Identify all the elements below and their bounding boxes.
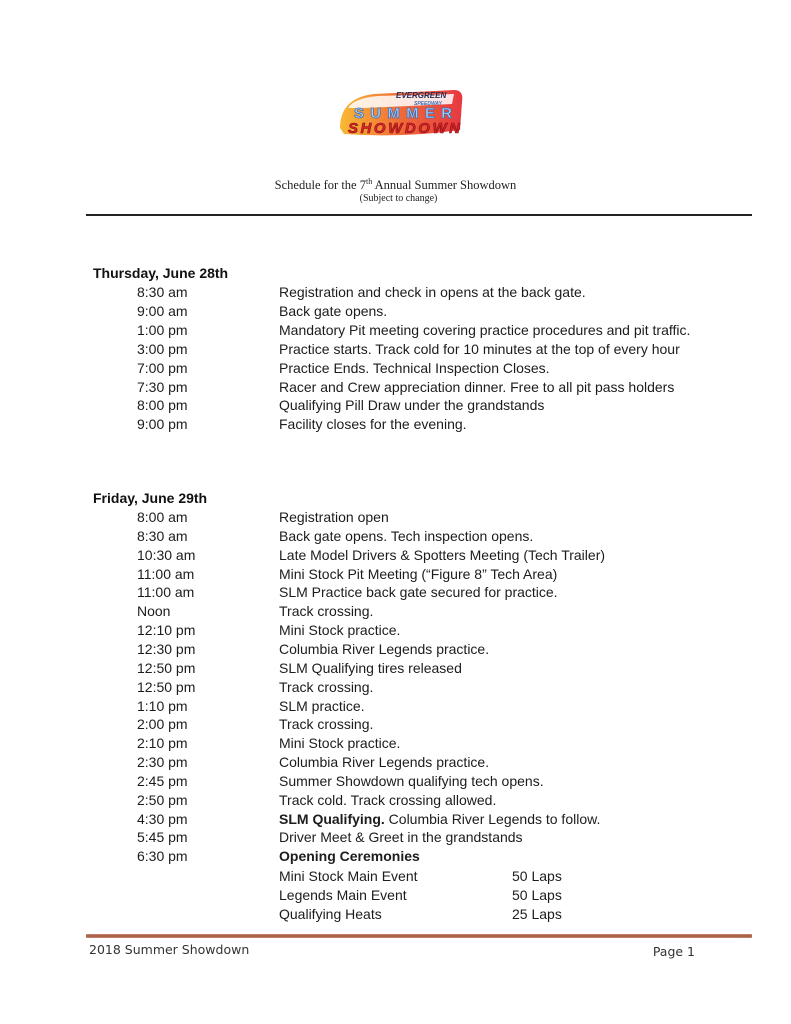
event-time: 12:50 pm: [137, 678, 196, 695]
event-description-text: Racer and Crew appreciation dinner. Free to all pit pass holders: [279, 378, 675, 395]
event-description-text: Registration and check in opens at the back gate.: [279, 284, 586, 300]
event-description-text: Practice Ends. Technical Inspection Closes.: [279, 359, 550, 376]
event-time: 1:00 pm: [137, 321, 188, 338]
event-description: [279, 303, 387, 319]
event-time: 5:45 pm: [137, 829, 188, 846]
event-description: [279, 379, 674, 395]
title-text-end: Annual Summer Showdown: [372, 178, 517, 193]
event-description-text: Late Model Drivers & Spotters Meeting (Tech Trailer): [279, 546, 606, 563]
schedule-row: [0, 660, 791, 678]
event-time: 8:30 am: [137, 527, 188, 544]
event-description: [279, 848, 420, 864]
event-time: 12:10 pm: [137, 622, 196, 639]
event-description-text: Facility closes for the evening.: [279, 416, 467, 433]
event-description: [279, 829, 523, 845]
event-description: [279, 547, 605, 563]
page-number: Page 1: [652, 944, 695, 959]
event-time: 12:50 pm: [137, 659, 196, 676]
event-description-text: Columbia River Legends practice.: [279, 754, 490, 771]
event-time: 11:00 am: [137, 565, 195, 582]
event-description: [279, 679, 373, 695]
event-time: 7:00 pm: [137, 359, 188, 376]
schedule-row: [0, 528, 791, 546]
event-description-text: Mandatory Pit meeting covering practice procedures and pit traffic.: [279, 321, 691, 338]
schedule-row: [0, 641, 791, 659]
event-description: [279, 698, 365, 714]
event-description-bold: SLM Qualifying.: [279, 810, 385, 827]
event-time: Noon: [137, 603, 171, 620]
schedule-row: [0, 773, 791, 791]
event-description-bold: Opening Ceremonies: [279, 848, 420, 865]
event-description-text: Registration open: [279, 509, 389, 525]
title-text: Schedule for the 7: [274, 178, 366, 193]
schedule-row: [0, 566, 791, 584]
event-description-text: Columbia River Legends to follow.: [384, 810, 601, 827]
event-description: [279, 735, 400, 751]
event-description: [279, 528, 533, 544]
race-laps: 50 Laps: [512, 868, 562, 884]
header-divider: [86, 214, 752, 216]
race-name: Qualifying Heats: [279, 905, 382, 922]
event-description: [279, 622, 400, 638]
schedule-row: [0, 379, 791, 397]
event-description-text: Back gate opens.: [279, 302, 388, 319]
schedule-row: [0, 603, 791, 621]
event-time: 11:00 am: [137, 584, 195, 601]
event-description: [279, 811, 600, 827]
event-description: [279, 509, 389, 525]
schedule-row: [0, 509, 791, 527]
schedule-row: [0, 829, 791, 847]
day-heading-thursday: Thursday, June 28th: [93, 265, 229, 281]
logo-evergreen-text: EVERGREEN: [396, 91, 447, 100]
footer-divider: [86, 934, 752, 938]
schedule-row: [0, 547, 791, 565]
race-laps: 50 Laps: [512, 886, 562, 903]
event-time: 7:30 pm: [137, 378, 188, 395]
schedule-row: [0, 622, 791, 640]
schedule-row: [0, 698, 791, 716]
event-description: [279, 660, 462, 676]
event-time: 9:00 pm: [137, 416, 188, 433]
event-description: [279, 754, 489, 770]
event-description: [279, 566, 557, 582]
event-time: 3:00 pm: [137, 340, 188, 357]
document-subtitle: (Subject to change): [359, 193, 438, 204]
event-time: 12:30 pm: [137, 640, 196, 657]
schedule-row: [0, 397, 791, 415]
event-description: [279, 792, 496, 808]
logo-showdown-text: SHOWDOWN: [348, 120, 460, 137]
schedule-row: [0, 679, 791, 697]
title-superscript: th: [365, 177, 373, 186]
event-description-text: Mini Stock practice.: [279, 735, 401, 752]
event-time: 8:00 am: [137, 509, 188, 525]
event-description-text: Mini Stock Pit Meeting (“Figure 8” Tech Area): [279, 565, 558, 582]
schedule-row: [0, 416, 791, 434]
event-description-text: Back gate opens. Tech inspection opens.: [279, 527, 534, 544]
schedule-row: [0, 284, 791, 302]
race-name: Legends Main Event: [279, 886, 407, 903]
event-description: [279, 397, 544, 413]
footer-title: 2018 Summer Showdown: [89, 942, 250, 957]
event-time: 1:10 pm: [137, 697, 188, 714]
event-description: [279, 322, 690, 338]
schedule-row: [0, 341, 791, 359]
event-time: 10:30 am: [137, 546, 196, 563]
event-time: 2:30 pm: [137, 754, 188, 771]
schedule-row: [0, 303, 791, 321]
event-description: [279, 416, 467, 432]
schedule-row: [0, 716, 791, 734]
event-time: 2:50 pm: [137, 791, 188, 808]
event-time: 4:30 pm: [137, 810, 188, 827]
event-description: [279, 584, 558, 600]
event-description-text: Mini Stock practice.: [279, 622, 401, 639]
schedule-row: [0, 584, 791, 602]
event-time: 8:00 pm: [137, 397, 188, 414]
event-time: 2:45 pm: [137, 772, 188, 789]
event-time: 6:30 pm: [137, 848, 188, 865]
event-description: [279, 716, 373, 732]
event-description-text: Qualifying Pill Draw under the grandstands: [279, 397, 545, 414]
event-description: [279, 641, 489, 657]
event-description-text: Driver Meet & Greet in the grandstands: [279, 829, 523, 846]
event-description-text: SLM Practice back gate secured for practice.: [279, 584, 558, 601]
event-time: 2:00 pm: [137, 716, 188, 733]
schedule-row: [0, 360, 791, 378]
event-description: [279, 284, 586, 300]
race-row: [0, 906, 791, 924]
summer-showdown-logo: [334, 84, 470, 140]
event-description-text: Track cold. Track crossing allowed.: [279, 791, 497, 808]
schedule-row: [0, 754, 791, 772]
race-laps: 25 Laps: [512, 905, 562, 922]
event-time: 9:00 am: [137, 302, 188, 319]
logo-speedway-text: SPEEDWAY: [414, 101, 442, 107]
schedule-row: [0, 811, 791, 829]
event-description-text: Track crossing.: [279, 678, 374, 695]
schedule-row: [0, 735, 791, 753]
schedule-row: [0, 322, 791, 340]
event-time: 8:30 am: [137, 284, 188, 300]
event-description-text: Track crossing.: [279, 716, 374, 733]
event-description: [279, 341, 680, 357]
document-title: [0, 177, 791, 193]
event-description-text: Summer Showdown qualifying tech opens.: [279, 772, 544, 789]
event-time: 2:10 pm: [137, 735, 188, 752]
schedule-row: [0, 792, 791, 810]
logo-summer-text: SUMMER: [354, 105, 452, 122]
race-row: [0, 868, 791, 886]
event-description-text: Track crossing.: [279, 603, 374, 620]
event-description-text: Columbia River Legends practice.: [279, 640, 490, 657]
event-description: [279, 773, 544, 789]
event-description-text: Practice starts. Track cold for 10 minutes at the top of every hour: [279, 340, 680, 357]
event-description-text: SLM practice.: [279, 697, 365, 714]
race-row: [0, 887, 791, 905]
day-heading-friday: Friday, June 29th: [93, 490, 208, 506]
event-description: [279, 360, 550, 376]
race-name: Mini Stock Main Event: [279, 868, 418, 884]
event-description: [279, 603, 373, 619]
event-description-text: SLM Qualifying tires released: [279, 659, 462, 676]
schedule-row: [0, 848, 791, 866]
